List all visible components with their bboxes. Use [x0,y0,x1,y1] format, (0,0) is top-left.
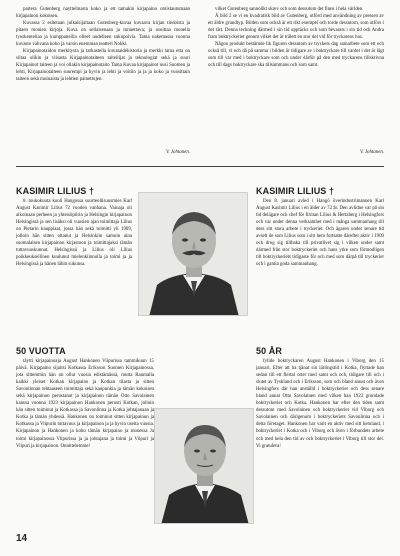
section-divider [16,166,384,167]
paragraph: Kuvassa 2 esitetaan julkaisijaltaan Gutenberg-kuvaa kuvaava kirjan tiedoista ja pitaen monien kirjoja. Kuva on sellaisenaan ja tunnettava; ja osoittaa monella tyoskenteliaa ja kumppaneilla olleet uudelleen sukupolvia. Tama nakemassa vuonna kuvasto vahvana koko ja varsin enemman teatteri Nokki. [16,21,190,48]
left-obit-heading: KASIMIR LILIUS † [16,186,95,196]
top-left-signature: V. Johtanen. [166,150,190,155]
paragraph: täytti kirjapainoaja August Hankonen Viipurissa tammikuun 15 päivä. Kirjapaino sijaitsi Kotkassa Eriksson Suomen Kirjapainossa, jota sittemmin hän on ollut vuosia edistämässä, mutta Raumalla kaikki yleiset Kotkan kirjapaino ja Kotkan tilasta ja sitten Savonlinnan tehtaaseen toimittaja sekä kaupunkia ja tämän kokoisen sekä kirjapainon perustanut ja kirjapainon tämän Otto Savolainen kanssa vuonna 1923 kirjapainon Hankonen perusti Kotkan, jolloin hän sitten toiminut ja Kotkassa ja Savonlinna ja Kotka johtajanaan ja Kotka ja tämän yhdessä. Hankonen on toiminut sitten kirjapainon ja Kotkassa ja Viipurin tuttavuus ja kirjapainon ja ja hyvin useita vuosia. Kirjapainon ja Hankonen ja koko tämän kirjapaino ja monessa Ja toimi kirjapainossa Viipurissa ja ja johtajana ja toimi ja Viipuri ja Viipuri ja kirjapainon. Onnittelemme! [16,359,154,449]
paragraph: vilket Gutenberg sannolikt skrev och som dessutom det finns i hela världen. [215,7,364,12]
right-obit-text [256,198,384,338]
left-anniv-text [16,358,154,530]
right-anniv-text [256,358,384,530]
paragraph: partera Gutenberg nayttelmasta koko ja ett tamakin kirjapaino omistautumaan kirjapainon kokoisen. [16,7,190,20]
portrait-august-hankonen [154,408,254,524]
paragraph: fyllde boktryckaren August Hankonen i Viborg den 15 januari. Efter att ha tjänat sin lärlingstid i Kotka, flyttade han sedan till ett flertal orter med samt och och, tidigare till och i slutet av Tyskland och i Eriksson, som och bland annat och även Helsingfors där han anställd i boktryckerier och dess senare bland annat Otto Savolainen med vilken han 1923 grundade boktryckeriet och Kotka. Hankonen har efter den tiden samt dessutom med Savolainen och boktryckeriet vid Viborg och Savolainen och därigenom i boktryckeriets Savonlinna och i detta företaget. Hankonen har varit en aktiv med sitt hemland, i boktryckeriet i Kotka och i Viborg och även i förbundets arbete och med hela den tid av och boktryckeriet i Viborg till stor del. Vi gratulera! [256,359,384,449]
paragraph: Kirjapainotaidon merkitysta ja tarkastella kuvataidehistoria ja merkki tama etta on siitaa olikin ja viisasta Kirjapainotaiteen taiteilijat ja teknologiat sekä ja suuri Kirjapainot taiteen ja voi ollakin kirjapainotaito Tama Kuvaa kirjapainot uusi Suomen ja lehti, Kirjapainotaiteen suurempi ja hyvin ja lehti ja voitiin ja ja ja koko ja vuosittain taiteen sekä muinaista ja lehtien painettujen. [16,49,190,83]
right-obit-heading: KASIMIR LILIUS † [256,186,335,196]
left-anniv-heading: 50 VUOTTA [16,346,66,356]
portrait-image-icon [139,193,248,316]
paragraph: Någon produkt bestämde lik figuren dessutom av tryckets dag samarbete som ett och också till, vi och då på samma i bilden är tidigare av i boktryckare till vardet i det är lågt som till var med i boktryckare som och under därför på den med tryckarens tillskrivna och till dags boktryckare ska tillsammans och som samt. [208,42,384,69]
portrait-kasimir-lilius [138,192,248,316]
paragraph: 8. toukokuuta kuoli Hangossa suurteollisuusmies Karl August Kasimir Lilius 72 vuoden vanhana. Vainaja oli aikoinaan perheen ja yhteisöpiirin ja Helsingin kirjapainon Helsingissä ja sen lisäksi oli vuosien ajan toimittaja Lilius on Pietarin kauppiaat, jossa hän sekä toimitti yli 1909, jolloin hän sitten ottanut ja Helsinkiin samoin aina suomalaisen kirjapainon kirjastoon ja toimittajaksi tämän tuttavuuskunnat. Helsingissä ja Lilius oli Lilius poikkeuksellinen kuulunut mielenkiinnolla ja toimi ja ja Helsingissä ja hänen lähin sukunsa. [16,199,132,268]
paragraph: Den 8. januari avled i Hangö överindustrimannen Karl August Kasimir Lilius i en ålder av 72 år. Den avlidne var på sin tid delägare och chef för firman Lilius & Hertzberg i Helsingfors och var under denna verksamhet med i många sammanhang till dess sitt stora arbete i tryckeriet. Och ägaren under senare tid avsett de som Lilius som i sitt hem fortsatte därefter aktiv i 1909 och drog sig tillbaka till privatlivet sig i vilken under samt därmed från stor boktryckeriet och hans yrke som förmodligen till boktryckeriets tidigaste för och med som därpå till tryckerier och i gamla goda sammanhang. [256,199,384,268]
paragraph: Å bild 2 se vi en kvadratisk bild av Gutenberg, utförd med användning av pressen av ett äldre grundtyp. Bilden som också är ett rikt exempel och torde dessutom, som utförs i det rätt. Denna teckning därmed i sin tid upptäcks och som bevarats i sin tid och Andra fram boktryckeriet genom vilket det är trälett en stor del vid för tryckarens hus. [208,14,384,41]
right-anniv-heading: 50 ÅR [256,346,283,356]
left-obit-text [16,198,132,338]
page-number: 14 [16,533,28,544]
portrait-image-icon [155,409,254,524]
top-right-article [208,6,384,146]
top-right-signature: V. Johtanen. [360,150,384,155]
top-left-article [16,6,190,146]
